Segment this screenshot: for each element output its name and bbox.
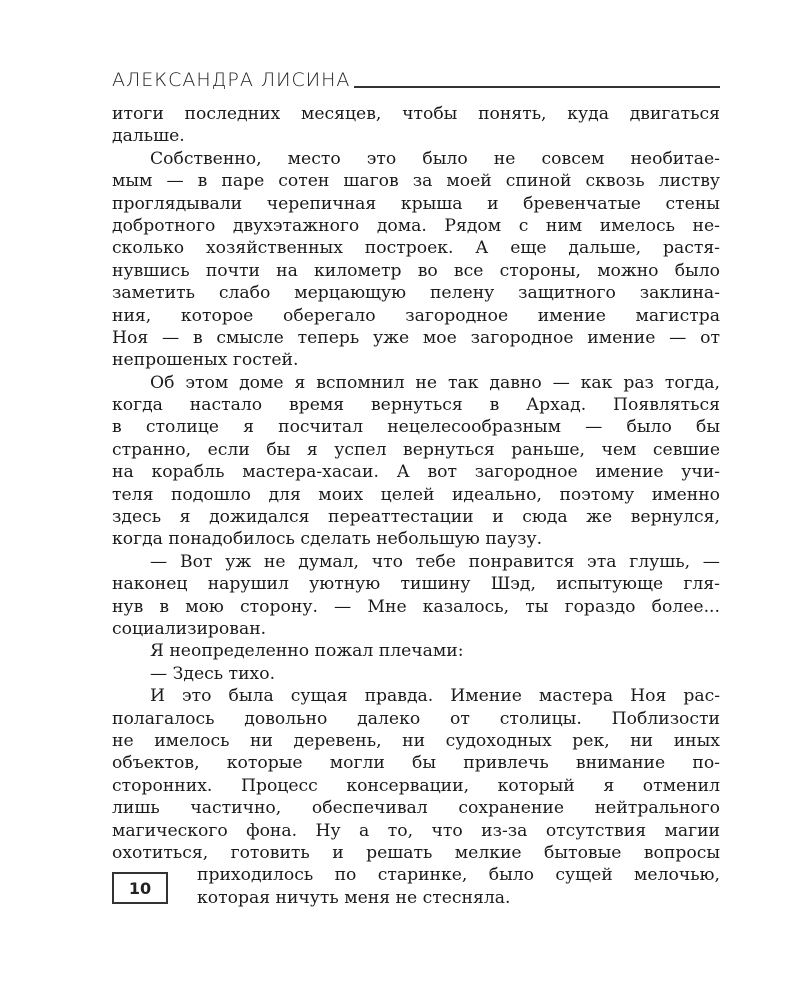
- text-line: объектов, которые могли бы привлечь внимание по-: [112, 753, 720, 774]
- text-line: нув в мою сторону. — Мне казалось, ты гораздо более...: [112, 596, 720, 617]
- text-line: в столице я посчитал нецелесообразным — было бы: [112, 417, 720, 438]
- text-line: магического фона. Ну а то, что из-за отсутствия магии: [112, 820, 720, 841]
- text-line: лишь частично, обеспечивал сохранение нейтрального: [112, 798, 720, 819]
- header-rule: [354, 86, 720, 88]
- text-line: социализирован.: [112, 618, 267, 639]
- text-line: Собственно, место это было не совсем необитае-: [150, 148, 720, 169]
- running-header: [112, 66, 720, 90]
- body-text: [112, 103, 720, 909]
- text-line: когда понадобилось сделать небольшую паузу.: [112, 529, 543, 550]
- text-line: проглядывали черепичная крыша и бревенчатые стены: [112, 193, 720, 214]
- text-line: — Вот уж не думал, что тебе понравится эта глушь, —: [150, 551, 720, 572]
- text-line: дальше.: [112, 126, 185, 147]
- text-line: Об этом доме я вспомнил не так давно — как раз тогда,: [150, 372, 720, 393]
- text-line: мым — в паре сотен шагов за моей спиной сквозь листву: [112, 171, 720, 192]
- text-line: странно, если бы я успел вернуться раньше, чем севшие: [112, 439, 720, 460]
- text-line: — Здесь тихо.: [150, 663, 276, 684]
- text-line: охотиться, готовить и решать мелкие бытовые вопросы: [112, 842, 720, 863]
- text-line: Ноя — в смысле теперь уже мое загородное имение — от: [112, 327, 720, 348]
- text-line: добротного двухэтажного дома. Рядом с ним имелось не-: [112, 215, 720, 236]
- text-line: сколько хозяйственных построек. А еще дальше, растя-: [112, 238, 720, 259]
- text-line: когда настало время вернуться в Архад. Появляться: [112, 395, 720, 416]
- page-number: 10: [112, 872, 168, 904]
- text-line: нувшись почти на километр во все стороны, можно было: [112, 260, 720, 281]
- text-line: Я неопределенно пожал плечами:: [150, 641, 464, 662]
- text-line: И это была сущая правда. Имение мастера Ноя рас-: [150, 686, 720, 707]
- text-line: итоги последних месяцев, чтобы понять, куда двигаться: [112, 104, 720, 124]
- text-line: здесь я дожидался переаттестации и сюда же вернулся,: [112, 507, 720, 528]
- text-line: заметить слабо мерцающую пелену защитного заклина-: [112, 283, 720, 304]
- text-line: не имелось ни деревень, ни судоходных рек, ни иных: [112, 730, 720, 751]
- author-name: АЛЕКСАНДРА ЛИСИНА: [112, 69, 351, 91]
- text-line: теля подошло для моих целей идеально, поэтому именно: [112, 484, 720, 505]
- text-line: на корабль мастера-хасаи. А вот загородное имение учи-: [112, 462, 720, 483]
- text-line: приходилось по старинке, было сущей мелочью,: [197, 865, 720, 886]
- text-line: наконец нарушил уютную тишину Шэд, испытующе гля-: [112, 574, 720, 595]
- text-line: которая ничуть меня не стесняла.: [197, 887, 511, 908]
- text-line: непрошеных гостей.: [112, 350, 299, 371]
- text-line: сторонних. Процесс консервации, который я отменил: [112, 775, 720, 796]
- text-line: полагалось довольно далеко от столицы. Поблизости: [112, 708, 720, 729]
- text-line: ния, которое оберегало загородное имение магистра: [112, 305, 720, 326]
